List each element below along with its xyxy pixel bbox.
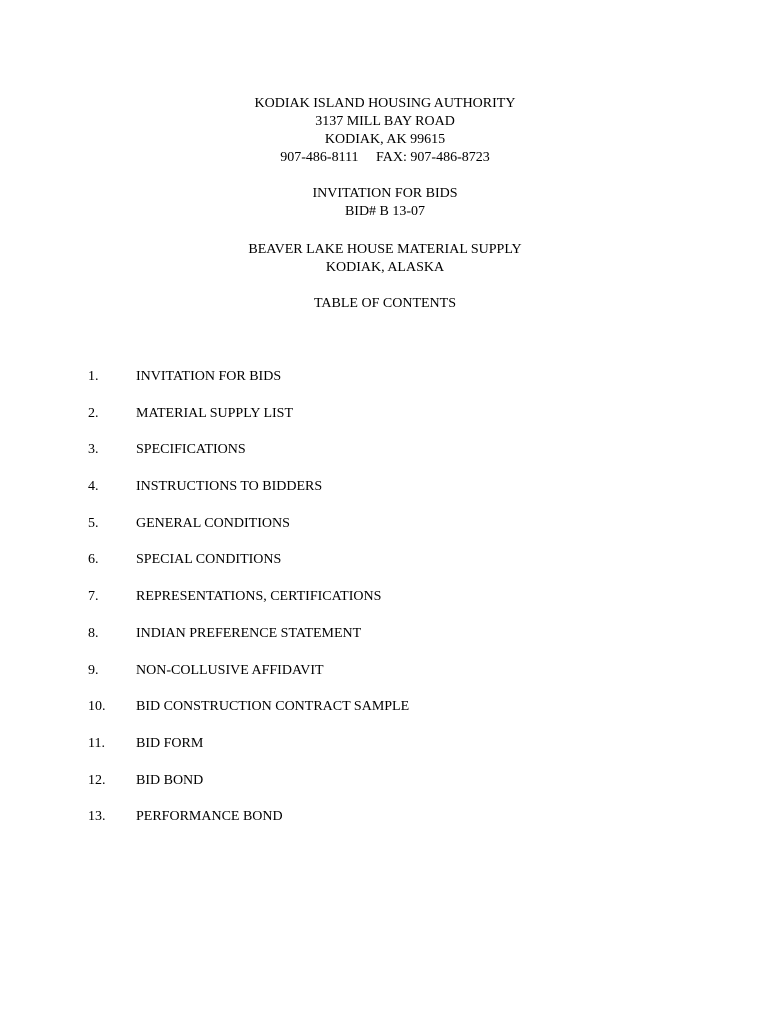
toc-item-label: GENERAL CONDITIONS <box>136 515 290 531</box>
toc-item <box>88 368 728 405</box>
toc-item-label: PERFORMANCE BOND <box>136 809 283 825</box>
toc-title: TABLE OF CONTENTS <box>314 296 456 311</box>
toc-item-number: 4. <box>88 479 99 495</box>
toc-item-label: SPECIAL CONDITIONS <box>136 552 282 568</box>
toc-item-label: INDIAN PREFERENCE STATEMENT <box>136 625 362 641</box>
toc-item-label: REPRESENTATIONS, CERTIFICATIONS <box>136 589 382 605</box>
toc-item <box>88 808 728 845</box>
address-line: 3137 MILL BAY ROAD <box>315 114 455 129</box>
toc-item-label: BID FORM <box>136 735 204 751</box>
toc-item-number: 10. <box>88 699 106 715</box>
toc-item <box>88 441 728 478</box>
toc-item-number: 11. <box>88 735 105 751</box>
table-of-contents <box>88 368 728 845</box>
document-header <box>0 95 770 313</box>
toc-item-number: 3. <box>88 442 99 458</box>
city-line: KODIAK, AK 99615 <box>324 132 446 147</box>
toc-item-number: 8. <box>88 625 99 641</box>
toc-item-number: 6. <box>88 552 99 568</box>
toc-item <box>88 405 728 442</box>
organization-name: KODIAK ISLAND HOUSING AUTHORITY <box>254 96 516 111</box>
toc-item-label: INVITATION FOR BIDS <box>136 369 282 384</box>
toc-item-label: BID BOND <box>136 772 204 788</box>
phone-fax-line: 907-486-8111 FAX: 907-486-8723 <box>280 150 490 165</box>
project-location: KODIAK, ALASKA <box>325 260 445 275</box>
toc-item-number: 7. <box>88 589 99 605</box>
toc-item-label: SPECIFICATIONS <box>136 442 246 458</box>
toc-item <box>88 551 728 588</box>
document-type: INVITATION FOR BIDS <box>312 186 458 201</box>
toc-item-number: 2. <box>88 405 99 421</box>
toc-item <box>88 515 728 552</box>
toc-item-number: 13. <box>88 809 106 825</box>
toc-item-label: BID CONSTRUCTION CONTRACT SAMPLE <box>136 699 410 715</box>
toc-item <box>88 698 728 735</box>
toc-item-label: INSTRUCTIONS TO BIDDERS <box>136 479 323 495</box>
toc-item <box>88 625 728 662</box>
toc-item-label: MATERIAL SUPPLY LIST <box>136 405 294 421</box>
toc-item-number: 5. <box>88 515 99 531</box>
toc-item-number: 1. <box>88 369 99 384</box>
toc-item-number: 12. <box>88 772 106 788</box>
project-name: BEAVER LAKE HOUSE MATERIAL SUPPLY <box>248 242 522 257</box>
toc-item <box>88 772 728 809</box>
bid-number: BID# B 13-07 <box>344 204 426 219</box>
toc-item <box>88 478 728 515</box>
toc-item-label: NON-COLLUSIVE AFFIDAVIT <box>136 662 324 678</box>
toc-item <box>88 662 728 699</box>
toc-item <box>88 735 728 772</box>
toc-item <box>88 588 728 625</box>
toc-item-number: 9. <box>88 662 99 678</box>
